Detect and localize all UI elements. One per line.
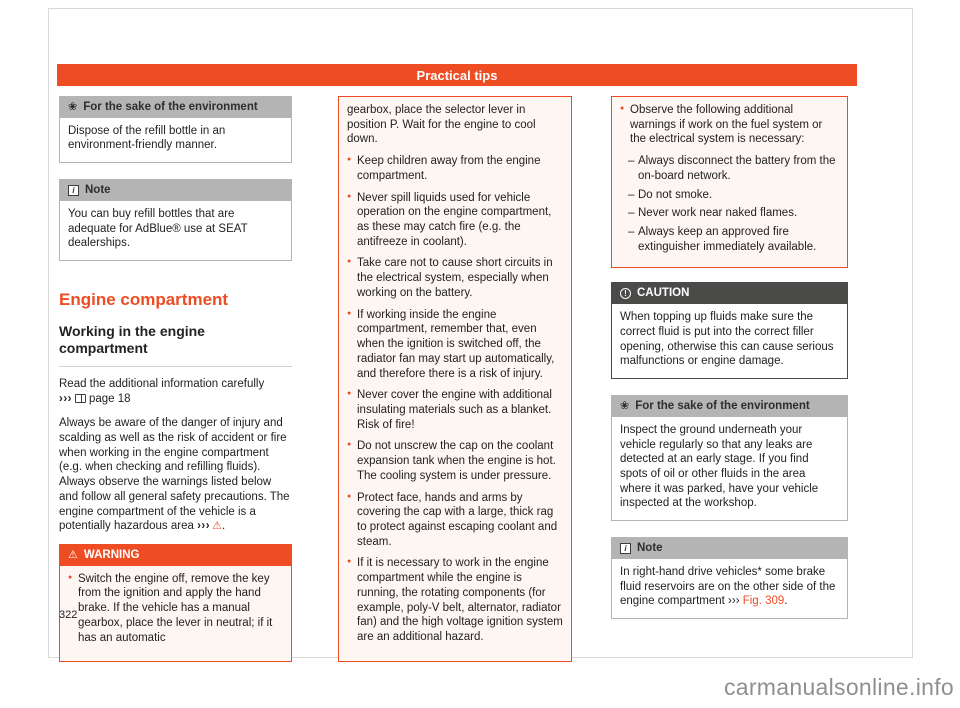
caution-icon: !: [620, 288, 631, 299]
warning-list-item: ● Switch the engine off, remove the key from the ignition and apply the hand brake. If the vehicle has a manual gearbox, place the lever in neutral; if it has an automatic: [68, 572, 283, 646]
manual-page: [48, 8, 913, 658]
note-box-title: Note: [85, 184, 111, 197]
warning-sub-item: – Always disconnect the battery from the on-board network.: [628, 154, 839, 183]
warning-box: [59, 544, 292, 662]
warning-box-continued-2: [611, 96, 848, 268]
column-left: [59, 96, 292, 678]
warning-icon: ⚠: [68, 548, 78, 561]
caution-box-header: [612, 283, 847, 304]
warning-list-item: ● Take care not to cause short circuits in the electrical system, especially when working on the battery.: [347, 256, 563, 300]
caution-box-body: When topping up fluids make sure the correct fluid is put into the correct filler opening, otherwise this can cause serious malfunctions or engine damage.: [620, 311, 834, 368]
intro-paragraph: [59, 377, 292, 406]
note-box-2-body: [612, 559, 847, 618]
warning-list-item: ● If it is necessary to work in the engine compartment while the engine is running, the rotating components (for example, poly-V belt, alternator, radiator fan) and the high voltage ignition system are an additional hazard.: [347, 556, 563, 644]
subsection-title: Working in the engine compartment: [59, 323, 292, 367]
column-middle: [338, 96, 572, 676]
environment-box-body: Dispose of the refill bottle in an environment-friendly manner.: [68, 124, 226, 152]
warning-box-header: [60, 545, 291, 566]
environment-box-2-title: For the sake of the environment: [635, 400, 810, 413]
warning-list-item: ● Never cover the engine with additional insulating materials such as a blanket. Risk of fire!: [347, 388, 563, 432]
caution-box-title: CAUTION: [637, 287, 690, 300]
watermark: carmanualsonline.info: [723, 674, 954, 700]
warning-list-item: ● Observe the following additional warnings if work on the fuel system or the electrical system is necessary:: [620, 103, 839, 147]
body-text-end: .: [221, 520, 226, 533]
warning-box-title: WARNING: [83, 548, 140, 561]
column-right: [611, 96, 848, 635]
environment-box: [59, 96, 292, 163]
caution-box: [611, 282, 848, 379]
section-title: Engine compartment: [59, 290, 229, 310]
note-box-2-header: [612, 538, 847, 559]
warning-list-item: ● Protect face, hands and arms by covering the cap with a large, thick rag to protect against escaping coolant and steam.: [347, 491, 563, 550]
warning-list-item: ● Do not unscrew the cap on the coolant expansion tank when the engine is hot. The cooling system is under pressure.: [347, 439, 563, 483]
environment-box-2-body: Inspect the ground underneath your vehicle regularly so that any leaks are detected at an early stage. If you find spots of oil or other fluids in the area where it was parked, have your vehicle inspected at the workshop.: [620, 423, 819, 510]
note-icon: i: [620, 543, 631, 554]
warning-box-body: [60, 566, 291, 662]
ref-arrows-2: ›››: [197, 520, 211, 533]
warning-continued-body-2: [612, 97, 847, 267]
note-box-body: You can buy refill bottles that are adequate for AdBlue® use at SEAT dealerships.: [68, 207, 248, 250]
environment-icon: ❀: [620, 399, 630, 412]
warning-sub-item: – Never work near naked flames.: [628, 206, 839, 221]
environment-box-2-header: [612, 396, 847, 417]
warning-continuation-text: gearbox, place the selector lever in position P. Wait for the engine to cool down.: [347, 104, 536, 146]
warning-continued-body: [339, 97, 571, 661]
body-paragraph: [59, 416, 292, 534]
page-reference: page 18: [89, 392, 131, 405]
figure-reference-link[interactable]: Fig. 309: [742, 595, 785, 608]
ref-arrows: ›››: [59, 392, 72, 405]
chapter-banner: [57, 64, 857, 86]
warning-triangle-icon: ⚠: [212, 520, 222, 533]
booklet-icon: [75, 394, 86, 403]
note-icon: i: [68, 185, 79, 196]
chapter-title: Practical tips: [416, 67, 498, 83]
page-number: 322: [59, 609, 78, 621]
warning-sub-item: – Do not smoke.: [628, 188, 839, 203]
note-body-end: .: [784, 595, 788, 608]
environment-box-title: For the sake of the environment: [83, 101, 258, 113]
intro-text: Read the additional information carefully: [59, 377, 265, 390]
warning-list-item: ● Never spill liquids used for vehicle operation on the engine compartment, as these may catch fire (e.g. the antifreeze in coolant).: [347, 191, 563, 250]
warning-box-continued: [338, 96, 572, 662]
note-box-2-title: Note: [637, 542, 663, 555]
environment-icon: ❀: [68, 100, 78, 113]
note-box-header: [60, 180, 291, 201]
environment-box-2: [611, 395, 848, 521]
note-body-text: In right-hand drive vehicles* some brake fluid reservoirs are on the other side of the engine compartment ›››: [620, 565, 836, 608]
environment-box-header: [60, 97, 291, 118]
body-text: Always be aware of the danger of injury and scalding as well as the risk of accident or fire when working in the engine compartment (e.g. when checking and refilling fluids). Always observe the warnings listed below and follow all general safety precautions. The engine compartment of the vehicle is a potentially hazardous area: [59, 417, 290, 533]
warning-list-item: ● If working inside the engine compartment, remember that, even when the ignition is switched off, the radiator fan may start up automatically, and therefore there is a risk of injury.: [347, 308, 563, 382]
note-box: [59, 179, 292, 261]
warning-sub-item: – Always keep an approved fire extinguisher immediately available.: [628, 225, 839, 254]
note-box-2: [611, 537, 848, 619]
warning-list-item: ● Keep children away from the engine compartment.: [347, 154, 563, 183]
